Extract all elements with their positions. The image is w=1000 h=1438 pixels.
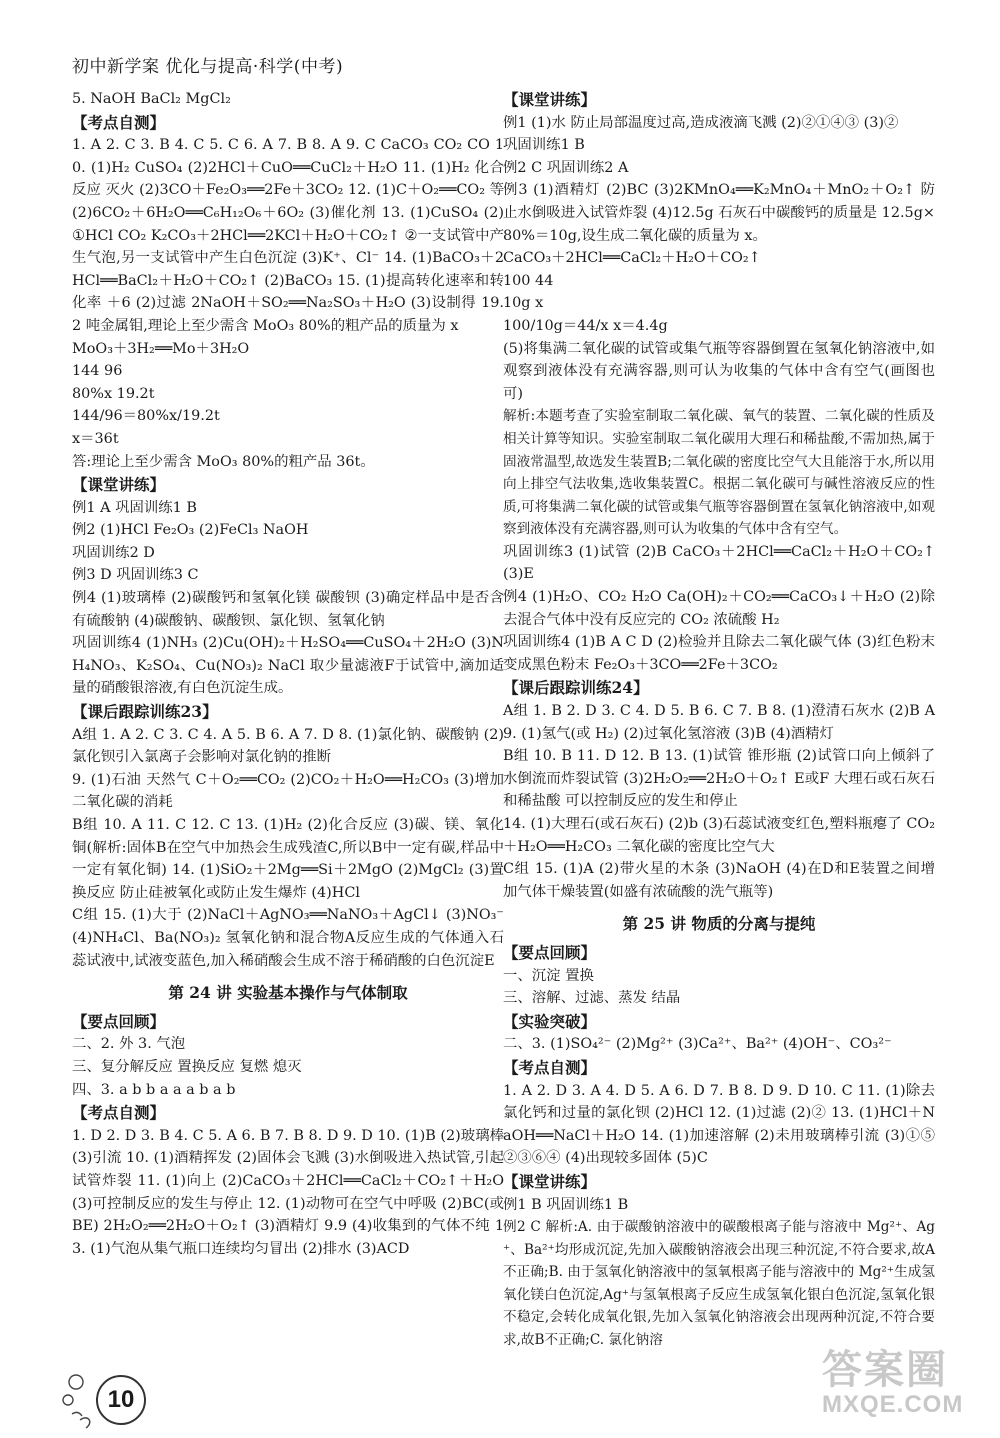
- answer-text: 100/10g＝44/x x＝4.4g: [503, 317, 668, 334]
- watermark-line1: 答案圈: [822, 1348, 948, 1392]
- answer-text: 三、复分解反应 置换反应 复燃 熄灭: [72, 1058, 302, 1075]
- answer-text: 9. (1)石油 天然气 C＋O₂══CO₂ (2)CO₂＋H₂O══H₂CO₃ (3)增加二氧化碳的消耗: [72, 771, 504, 811]
- answer-text: 二、2. 外 3. 气泡: [72, 1036, 186, 1053]
- running-header: 初中新学案 优化与提高·科学(中考): [72, 57, 344, 77]
- answer-text: 144/96＝80%x/19.2t: [72, 408, 220, 425]
- answer-text: 三、溶解、过滤、蒸发 结晶: [503, 990, 681, 1007]
- answer-text: B组 10. B 11. D 12. B 13. (1)试管 锥形瓶 (2)试管口向上倾斜了 水倒流而炸裂试管 (3)2H₂O₂══2H₂O＋O₂↑ E或F 大理石或石灰石和稀盐酸 可以控制反应的发生和停止: [503, 748, 935, 810]
- answer-text: 巩固训练4 (1)B A C D (2)检验并且除去二氧化碳气体 (3)红色粉末变成黑色粉末 Fe₂O₃＋3CO══2Fe＋3CO₂: [503, 634, 935, 673]
- answer-text: 80%x 19.2t: [72, 385, 155, 402]
- answer-text: 巩固训练2 D: [72, 544, 155, 561]
- section-heading: 【课后跟踪训练23】: [72, 702, 218, 722]
- answer-text: 1. A 2. D 3. A 4. D 5. A 6. D 7. B 8. D 9. D 10. C 11. (1)除去氯化钙和过量的氯化钡 (2)HCl 12. (1)过滤 (2)② 13. (1)HCl＋NaOH══NaCl＋H₂O 14. (1)加速溶解 (2)未用玻璃棒引流 (3)①⑤②③⑥④ (4)出现较多固体 (5)C: [503, 1082, 935, 1167]
- answer-text: MoO₃＋3H₂══Mo＋3H₂O: [72, 340, 250, 357]
- answer-text: 巩固训练1 B: [503, 137, 585, 154]
- answer-text: 例4 (1)H₂O、CO₂ H₂O Ca(OH)₂＋CO₂══CaCO₃↓＋H₂O (2)除去混合气体中没有反应完的 CO₂ 浓硫酸 H₂: [503, 589, 935, 628]
- answer-text: 例1 (1)水 防止局部温度过高,造成液滴飞溅 (2)②①④③ (3)②: [503, 114, 899, 131]
- answer-text: 100 44: [503, 272, 554, 289]
- answer-text: B组 10. A 11. C 12. C 13. (1)H₂ (2)化合反应 (3)碳、镁、氧化铜(解析:固体B在空气中加热会生成残渣C,所以B中一定有碳,样品中一定有氧化铜) 14. (1)SiO₂＋2Mg══Si＋2MgO (2)MgCl₂ (3)置换反应 防止硅被氧化或防止发生爆炸 (4)HCl: [72, 817, 504, 901]
- answer-text: 14. (1)大理石(或石灰石) (2)b (3)石蕊试液变红色,塑料瓶瘪了 CO₂＋H₂O══H₂CO₃ 二氧化碳的密度比空气大: [503, 816, 935, 855]
- answer-text: C组 15. (1)大于 (2)NaCl＋AgNO₃══NaNO₃＋AgCl↓ (3)NO₃⁻ (4)NH₄Cl、Ba(NO₃)₂ 氢氧化钠和混合物A反应生成的气体通入石蕊试液中,试液变蓝色,加入稀硝酸会生成不溶于稀硝酸的白色沉淀E: [72, 907, 504, 969]
- section-heading: 【课堂讲练】: [72, 475, 166, 495]
- answer-text: 答:理论上至少需含 MoO₃ 80%的粗产品 36t。: [72, 453, 375, 470]
- answer-text: 一、沉淀 置换: [503, 967, 594, 984]
- answer-text: x＝36t: [72, 430, 119, 447]
- section-heading: 【考点自测】: [72, 112, 166, 132]
- answer-text: 1. D 2. D 3. B 4. C 5. A 6. B 7. B 8. D 9. D 10. (1)B (2)玻璃棒 (3)引流 10. (1)酒精挥发 (2)固体会飞溅 (3)水倒吸进入热试管,引起试管炸裂 11. (1)向上 (2)CaCO₃＋2HCl══CaCl₂＋CO₂↑＋H₂O (3)可控制反应的发生与停止 12. (1)动物可在空气中呼吸 (2)BC(或 BE) 2H₂O₂══2H₂O＋O₂↑ (3)酒精灯 9.9 (4)收集到的气体不纯 13. (1)气泡从集气瓶口连续均匀冒出 (2)排水 (3)ACD: [72, 1127, 504, 1257]
- answer-text: 例2 C 巩固训练2 A: [503, 159, 629, 176]
- watermark-line2: MXQE.COM: [822, 1391, 964, 1418]
- answer-text: 5. NaOH BaCl₂ MgCl₂: [72, 91, 231, 107]
- answer-text: 四、3. a b b a a a b a b: [72, 1081, 236, 1098]
- answer-text: 例3 (1)酒精灯 (2)BC (3)2KMnO₄══K₂MnO₄＋MnO₂＋O₂↑ 防止水倒吸进入试管炸裂 (4)12.5g 石灰石中碳酸钙的质量是 12.5g×80%＝10g,设生成二氧化碳的质量为 x。: [503, 182, 935, 244]
- answer-text: 例2 C 解析:A. 由于碳酸钠溶液中的碳酸根离子能与溶液中 Mg²⁺、Ag⁺、Ba²⁺均形成沉淀,先加入碳酸钠溶液会出现三种沉淀,不符合要求,故A不正确;B. 由于氢氧化钠溶液中的氢氧根离子能与溶液中的 Mg²⁺生成氢氧化镁白色沉淀,Ag⁺与氢氧根离子反应生成氢氧化银白色沉淀,氢氧化银不稳定,会转化成氧化银,先加入氢氧化钠溶液会出现两种沉淀,不符合要求,故B不正确;C. 氯化钠溶: [503, 1219, 935, 1349]
- answer-text: 例1 A 巩固训练1 B: [72, 499, 197, 516]
- answer-text: C组 15. (1)A (2)带火星的木条 (3)NaOH (4)在D和E装置之间增加气体干燥装置(如盛有浓硫酸的洗气瓶等): [503, 861, 935, 900]
- answer-text: 巩固训练3 (1)试管 (2)B CaCO₃＋2HCl══CaCl₂＋H₂O＋CO₂↑ (3)E: [503, 543, 935, 583]
- section-heading: 【课堂讲练】: [503, 1171, 597, 1191]
- answer-text: 例2 (1)HCl Fe₂O₃ (2)FeCl₃ NaOH: [72, 522, 309, 539]
- answer-text: 10g x: [503, 295, 544, 312]
- answer-text: 例3 D 巩固训练3 C: [72, 567, 199, 584]
- lecture-title: 第 25 讲 物质的分离与提纯: [622, 914, 816, 934]
- section-heading: 【考点自测】: [503, 1057, 597, 1077]
- answer-text: 巩固训练4 (1)NH₃ (2)Cu(OH)₂＋H₂SO₄══CuSO₄＋2H₂O (3)NH₄NO₃、K₂SO₄、Cu(NO₃)₂ NaCl 取少量滤液F于试管中,滴加适量的硝酸银溶液,有白色沉淀生成。: [72, 635, 504, 697]
- answer-text: 144 96: [72, 363, 123, 380]
- site-watermark: [822, 1338, 992, 1434]
- answer-text: CaCO₃＋2HCl══CaCl₂＋H₂O＋CO₂↑: [503, 250, 761, 267]
- answer-text: 二、3. (1)SO₄²⁻ (2)Mg²⁺ (3)Ca²⁺、Ba²⁺ (4)OH⁻、CO₃²⁻: [503, 1036, 892, 1053]
- left-column: [72, 88, 504, 1260]
- section-heading: 【课堂讲练】: [503, 90, 597, 109]
- answer-text: 例4 (1)玻璃棒 (2)碳酸钙和氢氧化镁 碳酸钡 (3)确定样品中是否含有硫酸钠 (4)碳酸钠、碳酸钡、氯化钡、氢氧化钠: [72, 590, 504, 629]
- answer-text: 1. A 2. C 3. B 4. C 5. C 6. A 7. B 8. A 9. C CaCO₃ CO₂ CO 10. (1)H₂ CuSO₄ (2)2HCl＋CuO══CuCl₂＋H₂O 11. (1)H₂ 化合反应 灭火 (2)3CO＋Fe₂O₃══2Fe＋3CO₂ 12. (1)C＋O₂══CO₂ 等 (2)6CO₂＋6H₂O══C₆H₁₂O₆＋6O₂ (3)催化剂 13. (1)CuSO₄ (2)①HCl CO₂ K₂CO₃＋2HCl══2KCl＋H₂O＋CO₂↑ ②一支试管中产生气泡,另一支试管中产生白色沉淀 (3)K⁺、Cl⁻ 14. (1)BaCO₃＋2HCl══BaCl₂＋H₂O＋CO₂↑ (2)BaCO₃ 15. (1)提高转化速率和转化率 ＋6 (2)过滤 2NaOH＋SO₂══Na₂SO₃＋H₂O (3)设制得 19.2 吨金属钼,理论上至少需含 MoO₃ 80%的粗产品的质量为 x: [72, 137, 504, 334]
- right-column: [503, 88, 935, 1352]
- answer-text: A组 1. A 2. C 3. C 4. A 5. B 6. A 7. D 8. (1)氯化钠、碳酸钠 (2)氯化钡引入氯离子会影响对氯化钠的推断: [72, 726, 504, 766]
- answer-text: A组 1. B 2. D 3. C 4. D 5. B 6. C 7. B 8. (1)澄清石灰水 (2)B A 9. (1)氢气(或 H₂) (2)过氧化氢溶液 (3)B (4)酒精灯: [503, 703, 935, 742]
- section-heading: 【要点回顾】: [503, 942, 597, 962]
- answer-text: (5)将集满二氧化碳的试管或集气瓶等容器倒置在氢氧化钠溶液中,如观察到液体没有充满容器,则可认为收集的气体中含有空气(画图也可): [503, 340, 935, 402]
- answer-text: 解析:本题考查了实验室制取二氧化碳、氧气的装置、二氧化碳的性质及相关计算等知识。实验室制取二氧化碳用大理石和稀盐酸,不需加热,属于固液常温型,故选发生装置B;二氧化碳的密度比空气大且能溶于水,所以用向上排空气法收集,选收集装置C。根据二氧化碳可与碱性溶液反应的性质,可将集满二氧化碳的试管或集气瓶等容器倒置在氢氧化钠溶液中,如观察到液体没有充满容器,则可认为收集的气体中含有空气。: [503, 408, 935, 538]
- section-heading: 【考点自测】: [72, 1103, 166, 1123]
- section-heading: 【实验突破】: [503, 1011, 597, 1031]
- section-heading: 【要点回顾】: [72, 1011, 166, 1031]
- page-number: 10: [96, 1375, 146, 1425]
- section-heading: 【课后跟踪训练24】: [503, 678, 649, 698]
- lecture-title: 第 24 讲 实验基本操作与气体制取: [168, 983, 408, 1003]
- answer-text: 例1 B 巩固训练1 B: [503, 1196, 629, 1213]
